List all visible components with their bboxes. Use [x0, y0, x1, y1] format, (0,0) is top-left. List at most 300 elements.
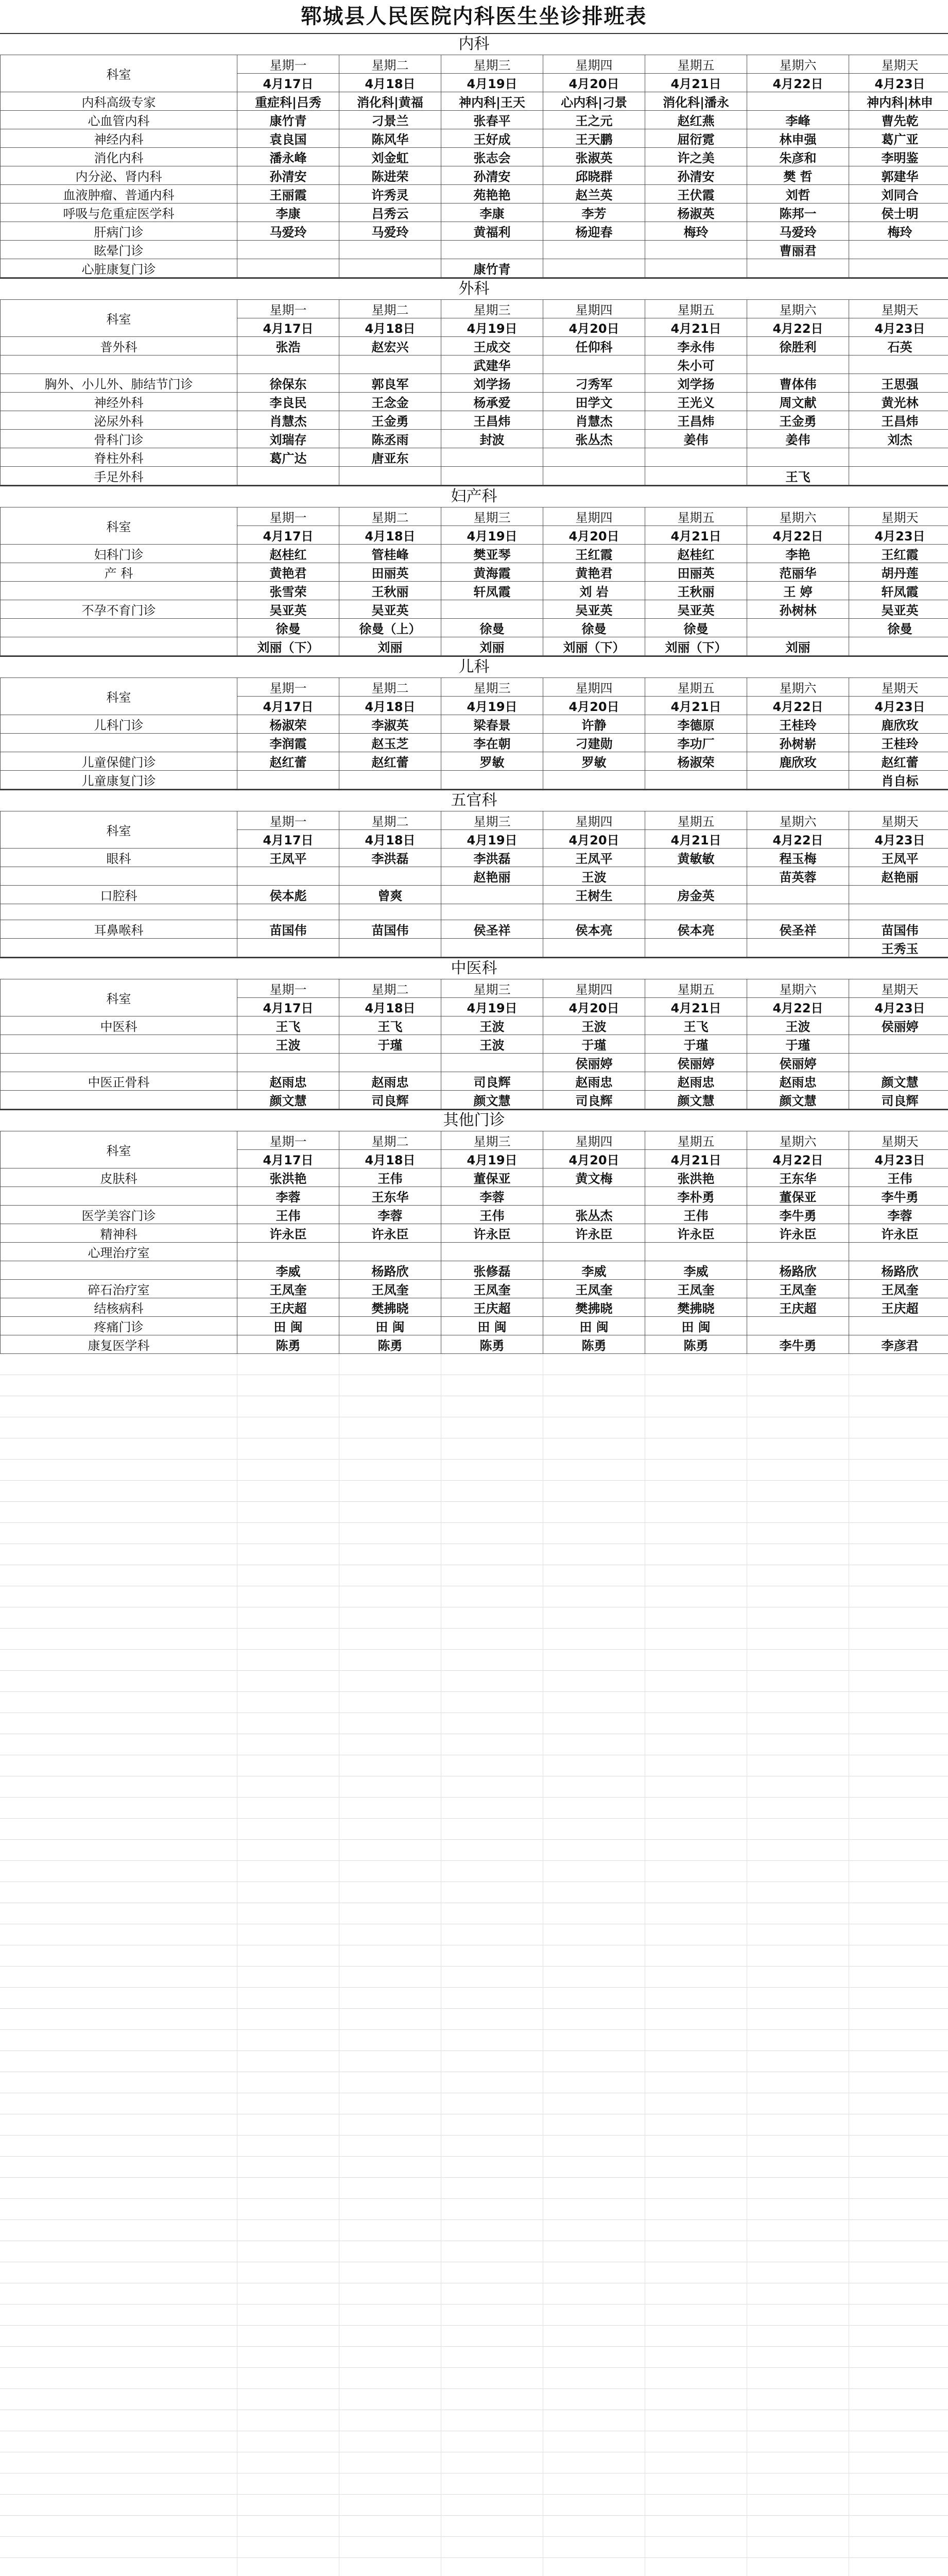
doctor-cell: 张春平 — [441, 111, 543, 129]
dept-header: 科室 — [1, 300, 237, 337]
doctor-cell: 周文献 — [747, 393, 849, 411]
doctor-cell: 侯丽婷 — [645, 1054, 747, 1072]
doctor-cell: 樊 哲 — [747, 166, 849, 185]
doctor-cell: 许永臣 — [339, 1224, 441, 1243]
doctor-cell: 林申强 — [747, 129, 849, 148]
schedule-table — [0, 507, 948, 656]
empty-grid-row — [0, 2304, 948, 2326]
doctor-cell — [645, 771, 747, 789]
empty-grid-row — [0, 1988, 948, 2009]
date-cell: 4月23日 — [849, 998, 948, 1016]
doctor-cell: 许静 — [543, 715, 645, 734]
doctor-cell: 田 闽 — [339, 1317, 441, 1335]
doctor-cell: 朱小可 — [645, 355, 747, 374]
doctor-cell: 王凤奎 — [849, 1280, 948, 1298]
doctor-cell: 王飞 — [237, 1016, 339, 1035]
doctor-cell: 侯士明 — [849, 204, 948, 222]
empty-grid-row — [0, 1607, 948, 1629]
doctor-cell: 神内科|王天 — [441, 92, 543, 111]
section-2 — [0, 485, 948, 656]
weekday-cell: 星期六 — [747, 507, 849, 526]
doctor-cell: 王凤奎 — [747, 1280, 849, 1298]
doctor-cell: 赵艳丽 — [441, 867, 543, 886]
doctor-cell — [645, 467, 747, 485]
dept-name: 消化内科 — [1, 148, 237, 166]
doctor-cell: 李朴勇 — [645, 1187, 747, 1206]
doctor-cell: 王红霞 — [543, 545, 645, 563]
doctor-cell: 赵桂红 — [645, 545, 747, 563]
section-heading: 五官科 — [0, 789, 948, 811]
doctor-cell — [747, 92, 849, 111]
section-heading: 妇产科 — [0, 485, 948, 507]
doctor-cell: 苗英蓉 — [747, 867, 849, 886]
doctor-cell: 姜伟 — [747, 430, 849, 448]
doctor-cell — [747, 448, 849, 467]
empty-grid-row — [0, 1798, 948, 1819]
dept-header: 科室 — [1, 979, 237, 1016]
section-3 — [0, 656, 948, 789]
doctor-cell: 李康 — [441, 204, 543, 222]
dept-name — [1, 1261, 237, 1280]
date-cell: 4月18日 — [339, 74, 441, 92]
empty-grid-row — [0, 2283, 948, 2304]
weekday-cell: 星期天 — [849, 507, 948, 526]
doctor-cell: 王飞 — [645, 1016, 747, 1035]
weekday-cell: 星期五 — [645, 678, 747, 697]
doctor-cell: 徐曼 — [849, 619, 948, 637]
doctor-cell: 鹿欣玫 — [849, 715, 948, 734]
doctor-cell: 王波 — [543, 867, 645, 886]
weekday-cell: 星期一 — [237, 811, 339, 830]
doctor-cell: 刘金虹 — [339, 148, 441, 166]
doctor-cell: 王伟 — [441, 1206, 543, 1224]
doctor-cell — [441, 448, 543, 467]
doctor-cell: 李牛勇 — [747, 1335, 849, 1354]
dept-name: 胸外、小儿外、肺结节门诊 — [1, 374, 237, 393]
date-cell: 4月21日 — [645, 998, 747, 1016]
doctor-cell — [441, 241, 543, 259]
empty-grid-row — [0, 1924, 948, 1945]
dept-name: 眼科 — [1, 849, 237, 867]
date-cell: 4月20日 — [543, 74, 645, 92]
doctor-cell: 李彦君 — [849, 1335, 948, 1354]
doctor-cell — [441, 771, 543, 789]
doctor-cell: 许永臣 — [441, 1224, 543, 1243]
doctor-cell: 黄光林 — [849, 393, 948, 411]
doctor-cell — [339, 771, 441, 789]
doctor-cell: 罗敏 — [441, 752, 543, 771]
doctor-cell — [237, 241, 339, 259]
doctor-cell: 侯本亮 — [645, 920, 747, 939]
empty-grid-row — [0, 2009, 948, 2030]
doctor-cell: 孙清安 — [441, 166, 543, 185]
empty-grid-row — [0, 1776, 948, 1798]
table-row — [1, 430, 948, 448]
empty-grid-row — [0, 1734, 948, 1755]
doctor-cell: 司良辉 — [543, 1091, 645, 1109]
empty-grid-row — [0, 1460, 948, 1481]
doctor-cell: 王凤平 — [543, 849, 645, 867]
table-row — [1, 355, 948, 374]
dept-name — [1, 1187, 237, 1206]
section-4 — [0, 789, 948, 957]
doctor-cell: 颜文慧 — [237, 1091, 339, 1109]
doctor-cell: 吴亚英 — [543, 600, 645, 619]
empty-grid-row — [0, 2473, 948, 2495]
doctor-cell: 王之元 — [543, 111, 645, 129]
table-row — [1, 734, 948, 752]
doctor-cell — [441, 939, 543, 957]
date-cell: 4月18日 — [339, 318, 441, 337]
doctor-cell: 轩凤霞 — [849, 582, 948, 600]
sections-container — [0, 33, 948, 1354]
doctor-cell: 曹丽君 — [747, 241, 849, 259]
doctor-cell: 侯本亮 — [543, 920, 645, 939]
doctor-cell: 梅玲 — [645, 222, 747, 241]
dept-name: 中医科 — [1, 1016, 237, 1035]
doctor-cell: 杨承爱 — [441, 393, 543, 411]
dept-name: 不孕不育门诊 — [1, 600, 237, 619]
empty-grid-row — [0, 2157, 948, 2178]
weekday-cell: 星期三 — [441, 55, 543, 74]
doctor-cell: 赵宏兴 — [339, 337, 441, 355]
section-heading: 其他门诊 — [0, 1109, 948, 1131]
doctor-cell: 梁春景 — [441, 715, 543, 734]
doctor-cell: 王波 — [747, 1016, 849, 1035]
doctor-cell: 李康 — [237, 204, 339, 222]
empty-grid-row — [0, 1713, 948, 1734]
doctor-cell: 张丛杰 — [543, 1206, 645, 1224]
schedule-table — [0, 55, 948, 278]
date-cell: 4月20日 — [543, 830, 645, 849]
date-cell: 4月19日 — [441, 697, 543, 715]
section-5 — [0, 957, 948, 1109]
empty-grid-row — [0, 1650, 948, 1671]
table-row — [1, 166, 948, 185]
date-cell: 4月20日 — [543, 526, 645, 545]
doctor-cell: 张洪艳 — [645, 1168, 747, 1187]
weekday-cell: 星期三 — [441, 507, 543, 526]
doctor-cell: 赵雨忠 — [747, 1072, 849, 1091]
doctor-cell: 刘学扬 — [645, 374, 747, 393]
doctor-cell: 刘丽 — [747, 637, 849, 656]
weekday-cell: 星期天 — [849, 678, 948, 697]
doctor-cell — [849, 1243, 948, 1261]
doctor-cell — [849, 355, 948, 374]
doctor-cell: 鹿欣玫 — [747, 752, 849, 771]
doctor-cell — [543, 771, 645, 789]
date-cell: 4月19日 — [441, 998, 543, 1016]
doctor-cell: 李洪磊 — [339, 849, 441, 867]
doctor-cell: 王波 — [543, 1016, 645, 1035]
doctor-cell: 刘哲 — [747, 185, 849, 204]
empty-grid-row — [0, 2072, 948, 2093]
doctor-cell: 王波 — [441, 1016, 543, 1035]
doctor-cell: 胡丹莲 — [849, 563, 948, 582]
doctor-cell: 田丽英 — [339, 563, 441, 582]
doctor-cell: 刘同合 — [849, 185, 948, 204]
doctor-cell: 陈丞雨 — [339, 430, 441, 448]
doctor-cell — [747, 355, 849, 374]
page-title: 郓城县人民医院内科医生坐诊排班表 — [301, 5, 647, 28]
table-row — [1, 92, 948, 111]
dept-name: 脊柱外科 — [1, 448, 237, 467]
schedule-table — [0, 677, 948, 789]
doctor-cell: 王天鹏 — [543, 129, 645, 148]
doctor-cell — [339, 1054, 441, 1072]
dept-name: 儿童康复门诊 — [1, 771, 237, 789]
doctor-cell — [339, 904, 441, 920]
doctor-cell — [645, 259, 747, 278]
dept-name — [1, 619, 237, 637]
date-cell: 4月22日 — [747, 526, 849, 545]
doctor-cell: 梅玲 — [849, 222, 948, 241]
doctor-cell: 朱彦和 — [747, 148, 849, 166]
doctor-cell: 范丽华 — [747, 563, 849, 582]
doctor-cell: 消化科|潘永 — [645, 92, 747, 111]
doctor-cell: 黄艳君 — [543, 563, 645, 582]
doctor-cell: 田 闽 — [237, 1317, 339, 1335]
weekday-cell: 星期五 — [645, 507, 747, 526]
doctor-cell: 黄福利 — [441, 222, 543, 241]
doctor-cell: 杨路欣 — [339, 1261, 441, 1280]
weekday-row — [1, 811, 948, 830]
doctor-cell: 刘丽（下） — [237, 637, 339, 656]
date-cell: 4月22日 — [747, 697, 849, 715]
doctor-cell: 陈勇 — [237, 1335, 339, 1354]
doctor-cell: 王 婷 — [747, 582, 849, 600]
date-cell: 4月21日 — [645, 830, 747, 849]
dept-header: 科室 — [1, 55, 237, 92]
doctor-cell: 赵雨忠 — [543, 1072, 645, 1091]
date-cell: 4月23日 — [849, 697, 948, 715]
doctor-cell: 徐曼 — [645, 619, 747, 637]
empty-grid-row — [0, 1967, 948, 1988]
date-cell: 4月17日 — [237, 998, 339, 1016]
schedule-table — [0, 811, 948, 957]
doctor-cell — [237, 939, 339, 957]
doctor-cell: 李蓉 — [339, 1206, 441, 1224]
empty-grid-row — [0, 2516, 948, 2537]
doctor-cell: 屈衍霓 — [645, 129, 747, 148]
empty-grid-row — [0, 2558, 948, 2576]
table-row — [1, 111, 948, 129]
table-row — [1, 241, 948, 259]
empty-grid-row — [0, 1671, 948, 1692]
weekday-cell: 星期二 — [339, 507, 441, 526]
dept-name: 内分泌、肾内科 — [1, 166, 237, 185]
table-row — [1, 222, 948, 241]
dept-name: 眩晕门诊 — [1, 241, 237, 259]
date-cell: 4月17日 — [237, 318, 339, 337]
doctor-cell — [747, 886, 849, 904]
doctor-cell — [747, 904, 849, 920]
doctor-cell — [339, 867, 441, 886]
doctor-cell: 康竹青 — [441, 259, 543, 278]
schedule-table — [0, 1131, 948, 1354]
weekday-cell: 星期五 — [645, 300, 747, 318]
empty-grid-row — [0, 1417, 948, 1438]
doctor-cell: 消化科|黄福 — [339, 92, 441, 111]
dept-name: 中医正骨科 — [1, 1072, 237, 1091]
empty-grid-row — [0, 1629, 948, 1650]
weekday-cell: 星期六 — [747, 678, 849, 697]
doctor-cell: 孙树崭 — [747, 734, 849, 752]
table-row — [1, 1261, 948, 1280]
weekday-cell: 星期四 — [543, 1131, 645, 1150]
table-row — [1, 920, 948, 939]
doctor-cell: 刘丽 — [441, 637, 543, 656]
doctor-cell: 罗敏 — [543, 752, 645, 771]
doctor-cell — [849, 886, 948, 904]
doctor-cell: 杨路欣 — [849, 1261, 948, 1280]
doctor-cell — [237, 904, 339, 920]
doctor-cell: 许永臣 — [645, 1224, 747, 1243]
dept-name: 耳鼻喉科 — [1, 920, 237, 939]
doctor-cell: 李蓉 — [849, 1206, 948, 1224]
date-cell: 4月18日 — [339, 1150, 441, 1168]
doctor-cell: 李德原 — [645, 715, 747, 734]
doctor-cell — [237, 1243, 339, 1261]
date-cell: 4月22日 — [747, 74, 849, 92]
doctor-cell: 重症科|吕秀 — [237, 92, 339, 111]
doctor-cell — [441, 467, 543, 485]
empty-grid-row — [0, 1396, 948, 1417]
dept-name — [1, 1054, 237, 1072]
dept-name: 心脏康复门诊 — [1, 259, 237, 278]
doctor-cell: 杨迎春 — [543, 222, 645, 241]
date-cell: 4月21日 — [645, 74, 747, 92]
weekday-cell: 星期四 — [543, 507, 645, 526]
doctor-cell: 马爱玲 — [237, 222, 339, 241]
dept-name: 神经内科 — [1, 129, 237, 148]
doctor-cell: 李良民 — [237, 393, 339, 411]
date-cell: 4月18日 — [339, 697, 441, 715]
dept-name: 内科高级专家 — [1, 92, 237, 111]
doctor-cell: 轩凤霞 — [441, 582, 543, 600]
weekday-cell: 星期五 — [645, 811, 747, 830]
doctor-cell: 董保亚 — [441, 1168, 543, 1187]
dept-name: 血液肿瘤、普通内科 — [1, 185, 237, 204]
doctor-cell: 李威 — [645, 1261, 747, 1280]
doctor-cell — [543, 1187, 645, 1206]
empty-grid-row — [0, 2114, 948, 2136]
doctor-cell: 侯圣祥 — [747, 920, 849, 939]
doctor-cell: 李峰 — [747, 111, 849, 129]
doctor-cell: 王好成 — [441, 129, 543, 148]
dept-name: 儿童保健门诊 — [1, 752, 237, 771]
doctor-cell: 许之美 — [645, 148, 747, 166]
table-row — [1, 148, 948, 166]
weekday-cell: 星期四 — [543, 300, 645, 318]
empty-grid-row — [0, 2199, 948, 2220]
section-heading: 外科 — [0, 278, 948, 299]
doctor-cell: 李淑英 — [339, 715, 441, 734]
doctor-cell — [543, 448, 645, 467]
doctor-cell: 李洪磊 — [441, 849, 543, 867]
doctor-cell: 孙清安 — [645, 166, 747, 185]
doctor-cell: 苗国伟 — [339, 920, 441, 939]
doctor-cell: 赵红蕾 — [237, 752, 339, 771]
dept-name — [1, 939, 237, 957]
weekday-cell: 星期六 — [747, 55, 849, 74]
doctor-cell: 王庆超 — [237, 1298, 339, 1317]
doctor-cell: 王桂玲 — [747, 715, 849, 734]
doctor-cell: 王昌炜 — [645, 411, 747, 430]
doctor-cell — [441, 1054, 543, 1072]
date-cell: 4月18日 — [339, 998, 441, 1016]
weekday-cell: 星期六 — [747, 811, 849, 830]
empty-grid-row — [0, 1903, 948, 1924]
doctor-cell: 张洪艳 — [237, 1168, 339, 1187]
doctor-cell: 肖慧杰 — [237, 411, 339, 430]
doctor-cell: 刘丽 — [339, 637, 441, 656]
doctor-cell: 陈勇 — [441, 1335, 543, 1354]
doctor-cell: 曾爽 — [339, 886, 441, 904]
doctor-cell: 王树生 — [543, 886, 645, 904]
empty-grid-row — [0, 1840, 948, 1861]
doctor-cell: 葛广亚 — [849, 129, 948, 148]
doctor-cell: 徐曼 — [237, 619, 339, 637]
doctor-cell: 侯圣祥 — [441, 920, 543, 939]
doctor-cell: 田 闽 — [441, 1317, 543, 1335]
doctor-cell — [237, 867, 339, 886]
doctor-cell: 王念金 — [339, 393, 441, 411]
doctor-cell — [237, 355, 339, 374]
doctor-cell — [543, 355, 645, 374]
date-cell: 4月22日 — [747, 318, 849, 337]
doctor-cell — [441, 904, 543, 920]
doctor-cell: 赵雨忠 — [339, 1072, 441, 1091]
empty-grid-row — [0, 1481, 948, 1502]
doctor-cell — [849, 904, 948, 920]
doctor-cell — [339, 259, 441, 278]
doctor-cell: 李润霞 — [237, 734, 339, 752]
empty-grid-row — [0, 1544, 948, 1565]
doctor-cell: 颜文慧 — [441, 1091, 543, 1109]
doctor-cell: 王丽霞 — [237, 185, 339, 204]
empty-grid-row — [0, 2030, 948, 2051]
doctor-cell — [645, 904, 747, 920]
table-row — [1, 563, 948, 582]
table-row — [1, 1168, 948, 1187]
doctor-cell — [339, 1243, 441, 1261]
table-row — [1, 1016, 948, 1035]
weekday-cell: 星期三 — [441, 979, 543, 998]
doctor-cell — [543, 1243, 645, 1261]
doctor-cell: 张志会 — [441, 148, 543, 166]
table-row — [1, 600, 948, 619]
doctor-cell — [237, 1054, 339, 1072]
doctor-cell: 王凤奎 — [543, 1280, 645, 1298]
doctor-cell: 张修磊 — [441, 1261, 543, 1280]
empty-grid-row — [0, 2431, 948, 2452]
doctor-cell: 房金英 — [645, 886, 747, 904]
weekday-cell: 星期天 — [849, 1131, 948, 1150]
doctor-cell: 程玉梅 — [747, 849, 849, 867]
date-cell: 4月21日 — [645, 1150, 747, 1168]
empty-grid-area — [0, 1354, 948, 2576]
doctor-cell: 司良辉 — [441, 1072, 543, 1091]
doctor-cell: 徐曼（上） — [339, 619, 441, 637]
weekday-cell: 星期二 — [339, 678, 441, 697]
doctor-cell: 许永臣 — [543, 1224, 645, 1243]
date-cell: 4月21日 — [645, 526, 747, 545]
table-row — [1, 619, 948, 637]
weekday-cell: 星期五 — [645, 1131, 747, 1150]
doctor-cell: 于瑾 — [543, 1035, 645, 1054]
table-row — [1, 867, 948, 886]
